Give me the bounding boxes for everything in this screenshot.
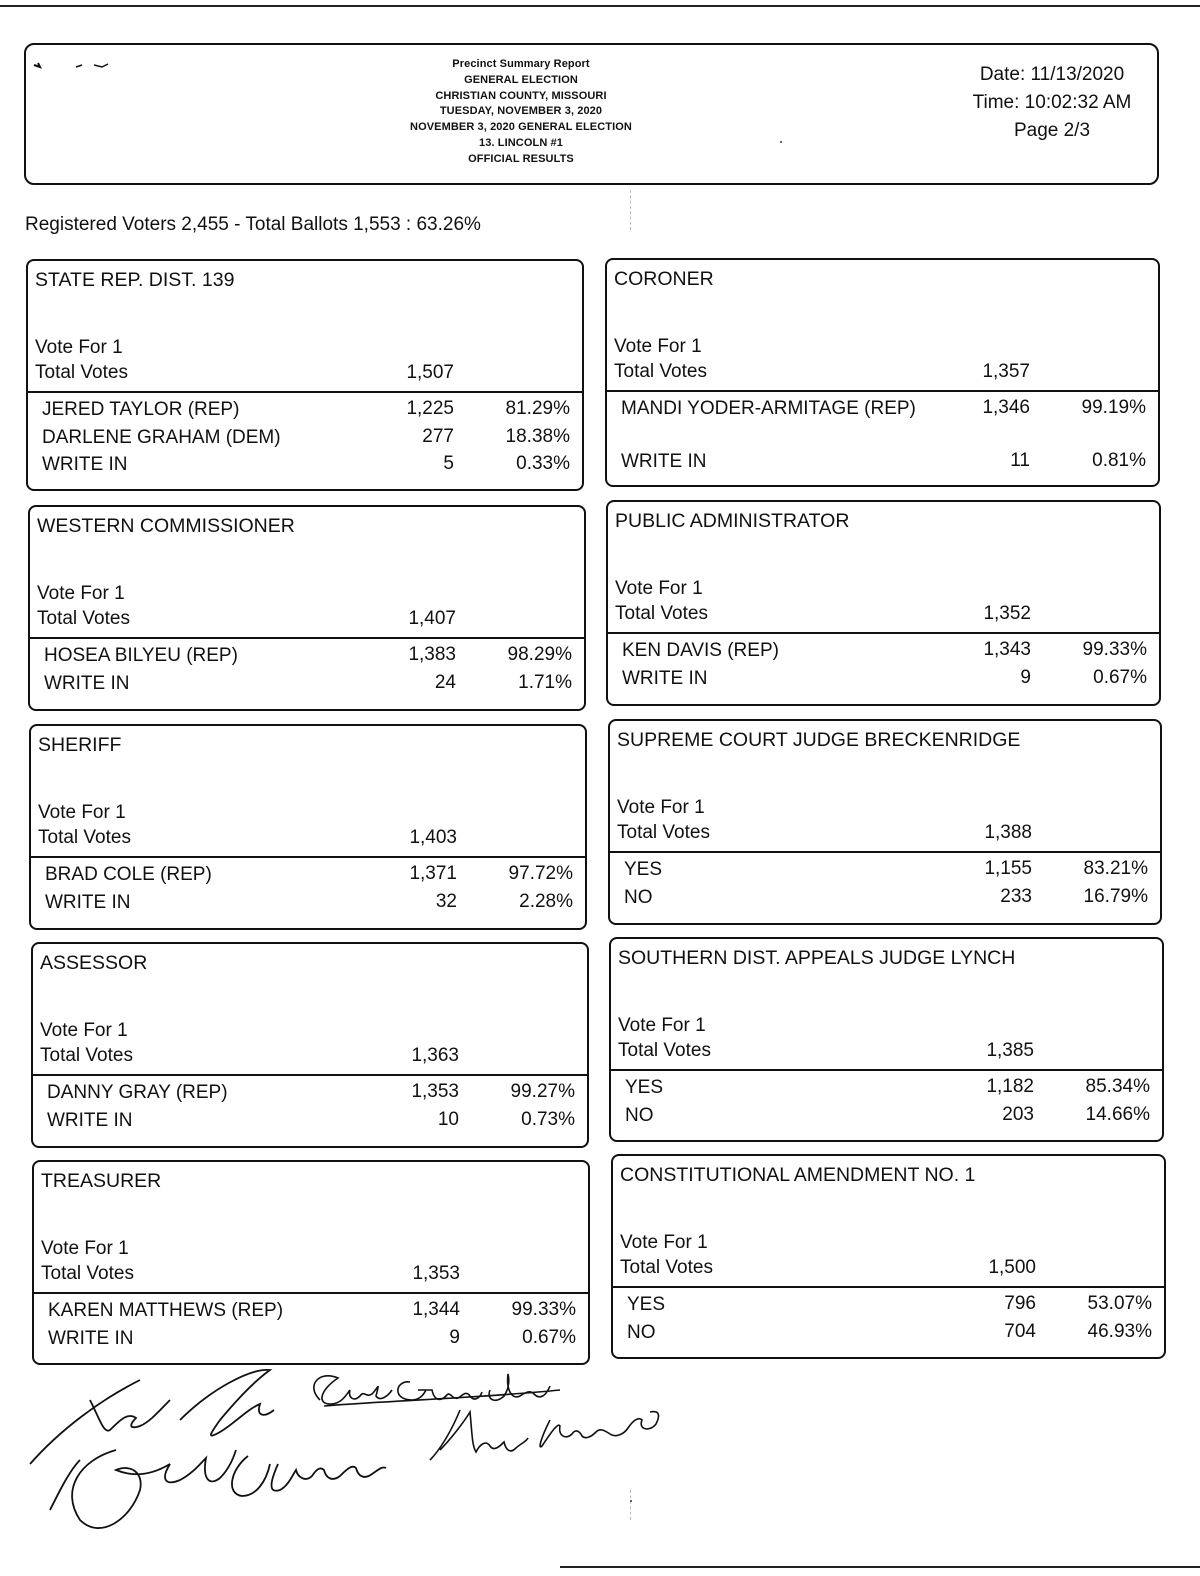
candidate-votes: 277 — [422, 425, 454, 447]
candidate-percent: 53.07% — [1087, 1293, 1152, 1314]
candidate-name: YES — [625, 1077, 664, 1098]
candidate-percent: 0.73% — [521, 1108, 575, 1130]
candidate-percent: 1.71% — [518, 671, 572, 693]
candidate-name: KAREN MATTHEWS (REP) — [48, 1300, 284, 1321]
contest-box — [608, 719, 1162, 925]
contest-box — [606, 500, 1161, 706]
contest-title: PUBLIC ADMINISTRATOR — [615, 510, 850, 532]
election-full-name: NOVEMBER 3, 2020 GENERAL ELECTION — [410, 121, 632, 134]
total-votes-row — [618, 1040, 1162, 1064]
contest-title: SOUTHERN DIST. APPEALS JUDGE LYNCH — [618, 947, 1016, 969]
vote-for-label: Vote For 1 — [618, 1015, 706, 1036]
report-title-block — [366, 57, 676, 168]
candidate-row — [608, 667, 1159, 695]
total-votes-row — [41, 1263, 588, 1287]
total-votes-row — [37, 608, 584, 632]
candidate-row — [613, 1293, 1164, 1321]
candidate-votes: 1,155 — [984, 858, 1032, 879]
contest-divider — [31, 856, 585, 858]
candidate-percent: 0.81% — [1092, 450, 1146, 471]
candidate-name: BRAD COLE (REP) — [45, 864, 212, 885]
county-name: CHRISTIAN COUNTY, MISSOURI — [435, 89, 607, 102]
total-votes-label: Total Votes — [35, 362, 128, 383]
candidate-percent: 99.33% — [1082, 639, 1147, 660]
candidate-votes: 1,225 — [406, 398, 454, 419]
candidate-list — [610, 858, 1160, 913]
candidate-row — [28, 453, 582, 481]
report-meta — [957, 61, 1147, 145]
vote-for-label: Vote For 1 — [615, 578, 703, 599]
candidate-name: WRITE IN — [47, 1109, 133, 1131]
contest-box — [611, 1154, 1166, 1359]
candidate-votes: 233 — [1000, 885, 1032, 907]
contest-title: SUPREME COURT JUDGE BRECKENRIDGE — [617, 729, 1021, 751]
scan-edge-bottom — [560, 1566, 1200, 1568]
contest-divider — [613, 1286, 1164, 1288]
candidate-percent: 85.34% — [1085, 1076, 1150, 1097]
candidate-votes: 10 — [437, 1108, 459, 1130]
candidate-name: NO — [627, 1321, 656, 1343]
candidate-row — [31, 891, 585, 919]
candidate-name: JERED TAYLOR (REP) — [42, 399, 240, 420]
candidate-list — [613, 1293, 1164, 1348]
signature-carl-essick — [314, 1374, 560, 1406]
scan-fold-mark — [630, 190, 631, 230]
vote-for-label: Vote For 1 — [41, 1238, 129, 1259]
signature-darlene-graham — [30, 1370, 386, 1528]
candidate-row — [31, 863, 585, 891]
candidate-name: NO — [625, 1104, 654, 1126]
scan-speck — [780, 141, 782, 143]
report-header — [24, 43, 1159, 185]
candidate-percent: 98.29% — [507, 644, 572, 665]
total-votes-value: 1,363 — [411, 1045, 459, 1066]
total-votes-label: Total Votes — [618, 1040, 711, 1061]
candidate-row — [28, 426, 582, 454]
contest-divider — [607, 390, 1158, 392]
candidate-percent: 0.67% — [1093, 666, 1147, 688]
candidate-votes: 1,182 — [986, 1076, 1034, 1097]
candidate-row — [607, 450, 1158, 478]
candidate-votes: 32 — [435, 890, 457, 912]
candidate-percent: 97.72% — [508, 863, 573, 884]
contest-box — [605, 258, 1160, 487]
total-votes-label: Total Votes — [614, 361, 707, 382]
vote-for-label: Vote For 1 — [620, 1232, 708, 1253]
candidate-votes: 1,344 — [412, 1299, 460, 1320]
candidate-votes: 24 — [434, 671, 456, 693]
contest-divider — [33, 1074, 587, 1076]
scan-speck — [630, 1500, 632, 1502]
vote-for-label: Vote For 1 — [617, 797, 705, 818]
candidate-percent: 99.19% — [1081, 397, 1146, 418]
candidate-list — [31, 863, 585, 918]
contest-divider — [611, 1069, 1162, 1071]
candidate-percent: 99.33% — [511, 1299, 576, 1320]
total-votes-label: Total Votes — [41, 1263, 134, 1284]
candidate-list — [607, 397, 1158, 478]
total-votes-label: Total Votes — [620, 1257, 713, 1278]
total-votes-label: Total Votes — [617, 822, 710, 843]
total-votes-row — [40, 1045, 587, 1069]
results-status: OFFICIAL RESULTS — [468, 152, 574, 165]
candidate-votes: 1,343 — [983, 639, 1031, 660]
candidate-row — [34, 1327, 588, 1355]
contest-title: SHERIFF — [38, 734, 122, 756]
candidate-name: WRITE IN — [45, 891, 131, 913]
candidate-row — [611, 1104, 1162, 1132]
candidate-list — [611, 1076, 1162, 1131]
total-votes-label: Total Votes — [37, 608, 130, 629]
total-votes-row — [38, 827, 585, 851]
candidate-votes: 1,383 — [408, 644, 456, 665]
candidate-name: YES — [624, 859, 663, 880]
candidate-row — [33, 1081, 587, 1109]
election-name: GENERAL ELECTION — [464, 73, 578, 86]
contest-title: TREASURER — [41, 1170, 162, 1192]
candidate-percent: 0.33% — [516, 453, 570, 474]
candidate-votes: 9 — [449, 1326, 460, 1348]
contest-title: CONSTITUTIONAL AMENDMENT NO. 1 — [620, 1164, 976, 1186]
total-votes-label: Total Votes — [38, 827, 131, 848]
total-votes-value: 1,352 — [983, 603, 1031, 624]
candidate-percent: 14.66% — [1085, 1103, 1150, 1125]
candidate-row — [611, 1076, 1162, 1104]
total-votes-value: 1,353 — [412, 1263, 460, 1284]
candidate-votes: 704 — [1004, 1320, 1036, 1342]
candidate-name: WRITE IN — [42, 454, 128, 475]
precinct-name: 13. LINCOLN #1 — [479, 136, 563, 149]
candidate-row — [34, 1299, 588, 1327]
contest-divider — [610, 851, 1160, 853]
candidate-list — [34, 1299, 588, 1354]
total-votes-row — [620, 1257, 1164, 1281]
candidate-name: WRITE IN — [44, 672, 130, 694]
candidate-name: KEN DAVIS (REP) — [622, 640, 779, 661]
candidate-name: WRITE IN — [621, 451, 707, 472]
candidate-percent: 46.93% — [1087, 1320, 1152, 1342]
total-votes-value: 1,357 — [982, 361, 1030, 382]
total-votes-value: 1,385 — [986, 1040, 1034, 1061]
candidate-name: HOSEA BILYEU (REP) — [44, 645, 238, 666]
candidate-percent: 16.79% — [1083, 885, 1148, 907]
candidate-row — [610, 886, 1160, 914]
candidate-percent: 0.67% — [522, 1326, 576, 1348]
contest-title: ASSESSOR — [40, 952, 148, 974]
candidate-name: NO — [624, 886, 653, 908]
contest-title: CORONER — [614, 268, 714, 290]
total-votes-row — [614, 361, 1158, 385]
candidate-name: MANDI YODER-ARMITAGE (REP) — [621, 398, 916, 419]
candidate-row — [30, 644, 584, 672]
total-votes-value: 1,407 — [408, 608, 456, 629]
candidate-percent: 99.27% — [510, 1081, 575, 1102]
contest-box — [28, 505, 586, 711]
candidate-votes: 796 — [1004, 1293, 1036, 1314]
total-votes-value: 1,388 — [984, 822, 1032, 843]
scan-edge-top — [0, 5, 1200, 7]
contest-box — [32, 1160, 590, 1365]
candidate-row — [608, 639, 1159, 667]
contest-divider — [30, 637, 584, 639]
candidate-list — [28, 398, 582, 481]
contest-title: WESTERN COMMISSIONER — [37, 515, 295, 537]
candidate-votes: 1,346 — [982, 397, 1030, 418]
signature-lorie-russell — [430, 1410, 658, 1460]
contest-title: STATE REP. DIST. 139 — [35, 269, 235, 291]
page-number: Page 2/3 — [1013, 120, 1091, 141]
contest-box — [29, 724, 587, 930]
candidate-votes: 9 — [1020, 666, 1031, 688]
total-votes-value: 1,403 — [409, 827, 457, 848]
vote-for-label: Vote For 1 — [38, 802, 126, 823]
contest-box — [26, 259, 584, 491]
total-votes-row — [617, 822, 1160, 846]
candidate-name: WRITE IN — [48, 1327, 134, 1349]
vote-for-label: Vote For 1 — [614, 336, 702, 357]
candidate-row — [33, 1109, 587, 1137]
candidate-list — [33, 1081, 587, 1136]
vote-for-label: Vote For 1 — [37, 583, 125, 604]
total-votes-row — [35, 362, 582, 386]
candidate-row — [30, 672, 584, 700]
candidate-name: YES — [627, 1294, 666, 1315]
candidate-votes: 11 — [1010, 450, 1030, 471]
candidate-name: DANNY GRAY (REP) — [47, 1082, 228, 1103]
contest-box — [31, 942, 589, 1148]
candidate-percent: 83.21% — [1083, 858, 1148, 879]
candidate-list — [30, 644, 584, 699]
scan-mark-icon — [32, 59, 112, 71]
vote-for-label: Vote For 1 — [40, 1020, 128, 1041]
candidate-votes: 203 — [1002, 1103, 1034, 1125]
candidate-percent: 2.28% — [519, 890, 573, 912]
candidate-votes: 1,353 — [411, 1081, 459, 1102]
contest-divider — [34, 1292, 588, 1294]
candidate-percent: 81.29% — [505, 398, 570, 419]
candidate-row — [613, 1321, 1164, 1349]
candidate-row — [28, 398, 582, 426]
candidate-votes: 5 — [443, 453, 454, 474]
candidate-list — [608, 639, 1159, 694]
candidate-name: WRITE IN — [622, 667, 708, 689]
total-votes-label: Total Votes — [615, 603, 708, 624]
report-time: Time: 10:02:32 AM — [972, 92, 1132, 113]
candidate-name: DARLENE GRAHAM (DEM) — [42, 426, 281, 448]
total-votes-value: 1,500 — [988, 1257, 1036, 1278]
vote-for-label: Vote For 1 — [35, 337, 123, 358]
candidate-votes: 1,371 — [409, 863, 457, 884]
total-votes-label: Total Votes — [40, 1045, 133, 1066]
election-day: TUESDAY, NOVEMBER 3, 2020 — [439, 105, 603, 118]
contest-divider — [28, 391, 582, 393]
contest-divider — [608, 632, 1159, 634]
candidate-row — [610, 858, 1160, 886]
report-date: Date: 11/13/2020 — [979, 64, 1125, 85]
turnout-summary: Registered Voters 2,455 - Total Ballots 1,553 : 63.26% — [25, 214, 481, 235]
contest-box — [609, 937, 1164, 1142]
candidate-percent: 18.38% — [505, 425, 570, 447]
candidate-row — [607, 397, 1158, 450]
report-title: Precinct Summary Report — [452, 58, 590, 70]
total-votes-row — [615, 603, 1159, 627]
total-votes-value: 1,507 — [406, 362, 454, 383]
signatures — [20, 1360, 700, 1560]
